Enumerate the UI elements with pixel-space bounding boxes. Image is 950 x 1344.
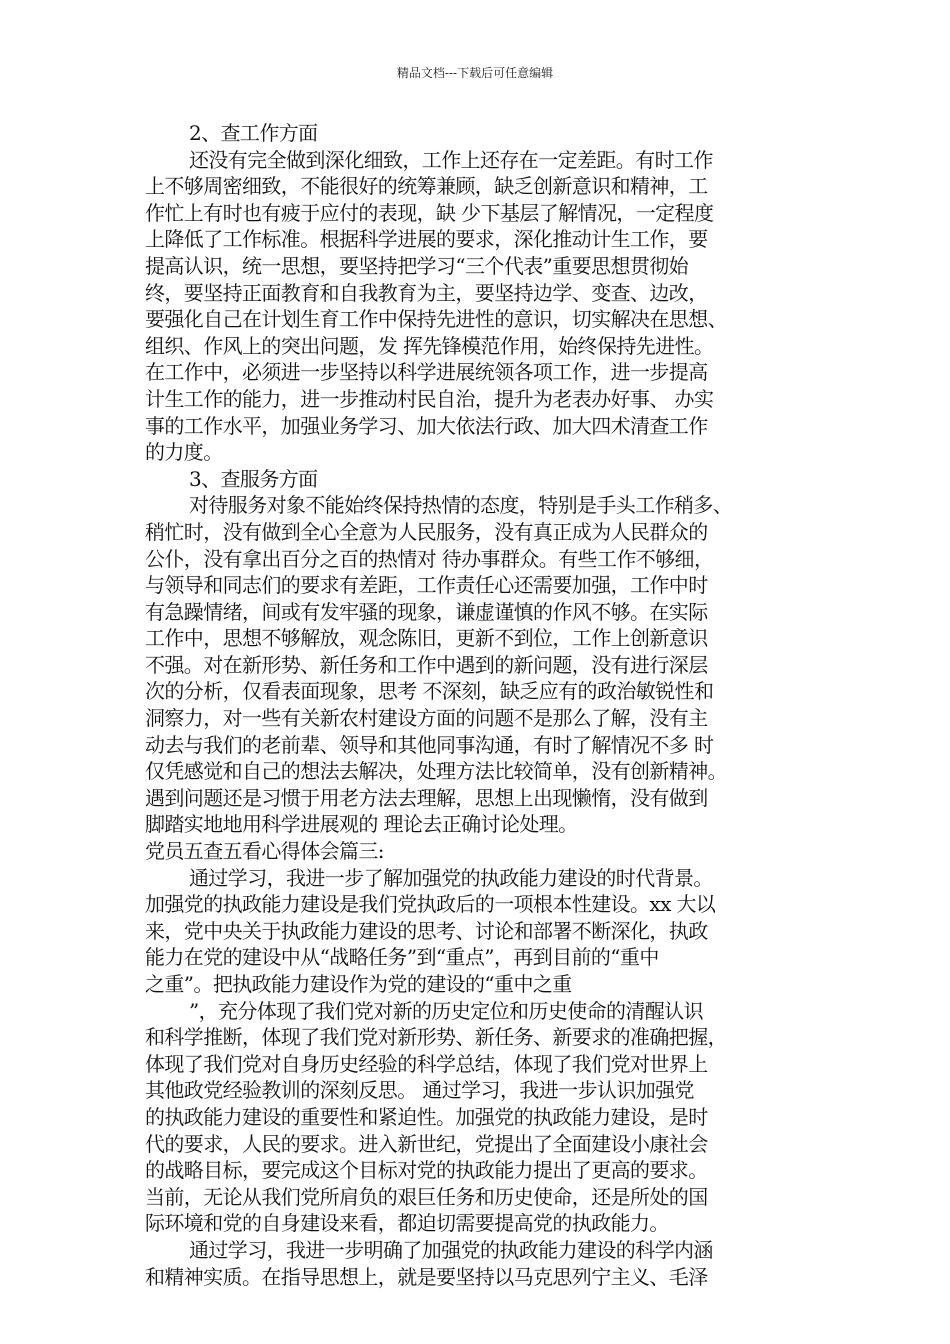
text-line: 工作中，思想不够解放，观念陈旧，更新不到位，工作上创新意识 [145, 626, 708, 651]
text-line: 组织、作风上的突出问题，发 挥先锋模范作用，始终保持先进性。 [145, 333, 714, 358]
text-line: 终，要坚持正面教育和自我教育为主，要坚持边学、变查、边改， [145, 280, 708, 305]
text-line: 洞察力，对一些有关新农村建设方面的问题不是那么了解，没有主 [145, 706, 708, 731]
text-line: 党员五查五看心得体会篇三: [145, 839, 384, 864]
text-line: 提高认识，统一思想，要坚持把学习“三个代表”重要思想贯彻始 [145, 253, 689, 278]
text-line: 动去与我们的老前辈、领导和其他同事沟通，有时了解情况不多 时 [145, 732, 714, 757]
text-line: 还没有完全做到深化细致，工作上还存在一定差距。有时工作 [189, 147, 713, 172]
text-line: 2、查工作方面 [189, 121, 318, 145]
text-line: 与领导和同志们的要求有差距，工作责任心还需要加强，工作中时 [145, 573, 708, 598]
text-line: 之重”。把执政能力建设作为党的建设的“重中之重 [145, 972, 572, 996]
text-line: 的执政能力建设的重要性和紧迫性。加强党的执政能力建设，是时 [145, 1104, 708, 1129]
text-line: ”，充分体现了我们党对新的历史定位和历史使命的清醒认识 [189, 998, 704, 1023]
text-line: 代的要求，人民的要求。进入新世纪，党提出了全面建设小康社会 [145, 1131, 708, 1156]
text-line: 不强。对在新形势、新任务和工作中遇到的新问题，没有进行深层 [145, 652, 708, 677]
text-line: 际环境和党的自身建设来看，都迫切需要提高党的执政能力。 [145, 1211, 669, 1236]
text-line: 来，党中央关于执政能力建设的思考、讨论和部署不断深化，执政 [145, 918, 708, 943]
text-line: 通过学习，我进一步了解加强党的执政能力建设的时代背景。 [189, 865, 713, 890]
text-line: 的力度。 [145, 440, 223, 465]
text-line: 上不够周密细致，不能很好的统筹兼顾，缺乏创新意识和精神，工 [145, 174, 708, 199]
text-line: 要强化自己在计划生育工作中保持先进性的意识，切实解决在思想、 [145, 307, 727, 332]
text-line: 在工作中，必须进一步坚持以科学进展统领各项工作，进一步提高 [145, 360, 708, 385]
text-line: 稍忙时，没有做到全心全意为人民服务，没有真正成为人民群众的 [145, 519, 708, 544]
text-line: 通过学习，我进一步明确了加强党的执政能力建设的科学内涵 [189, 1237, 713, 1262]
text-line: 上降低了工作标准。根据科学进展的要求，深化推动计生工作，要 [145, 227, 708, 252]
text-line: 脚踏实地地用科学进展观的 理论去正确讨论处理。 [145, 812, 578, 837]
text-line: 对待服务对象不能始终保持热情的态度，特别是手头工作稍多、 [189, 493, 733, 518]
document-body [145, 120, 813, 1290]
text-line: 有急躁情绪，间或有发牢骚的现象，谦虚谨慎的作风不够。在实际 [145, 599, 708, 624]
text-line: 能力在党的建设中从“战略任务”到“重点”，再到目前的“重中 [145, 945, 659, 970]
text-line: 当前，无论从我们党所肩负的艰巨任务和历史使命，还是所处的国 [145, 1184, 708, 1209]
text-line: 和科学推断，体现了我们党对新形势、新任务、新要求的准确把握， [145, 1025, 727, 1050]
text-line: 其他政党经验教训的深刻反思。 通过学习，我进一步认识加强党 [145, 1078, 694, 1103]
text-line: 计生工作的能力，进一步推动村民自治，提升为老表办好事、 办实 [145, 386, 714, 411]
text-line: 次的分析，仅看表面现象，思考 不深刻，缺乏应有的政治敏锐性和 [145, 679, 714, 704]
text-line: 3、查服务方面 [189, 466, 318, 491]
text-line: 公仆，没有拿出百分之百的热情对 待办事群众。有些工作不够细， [145, 546, 714, 571]
text-line: 和精神实质。在指导思想上，就是要坚持以马克思列宁主义、毛泽 [145, 1264, 708, 1289]
text-line: 遇到问题还是习惯于用老方法去理解，思想上出现懒惰，没有做到 [145, 785, 708, 810]
text-line: 体现了我们党对自身历史经验的科学总结，体现了我们党对世界上 [145, 1051, 708, 1076]
page-header: 精品文档---下载后可任意编辑 [396, 66, 554, 80]
text-line: 的战略目标，要完成这个目标对党的执政能力提出了更高的要求。 [145, 1158, 708, 1183]
text-line: 仅凭感觉和自己的想法去解决，处理方法比较简单，没有创新精神。 [145, 759, 727, 784]
text-line: 事的工作水平，加强业务学习、加大依法行政、加大四术清查工作 [145, 413, 708, 438]
text-line: 作忙上有时也有疲于应付的表现，缺 少下基层了解情况，一定程度 [145, 200, 714, 225]
text-line: 加强党的执政能力建设是我们党执政后的一项根本性建设。xx 大以 [145, 892, 716, 917]
